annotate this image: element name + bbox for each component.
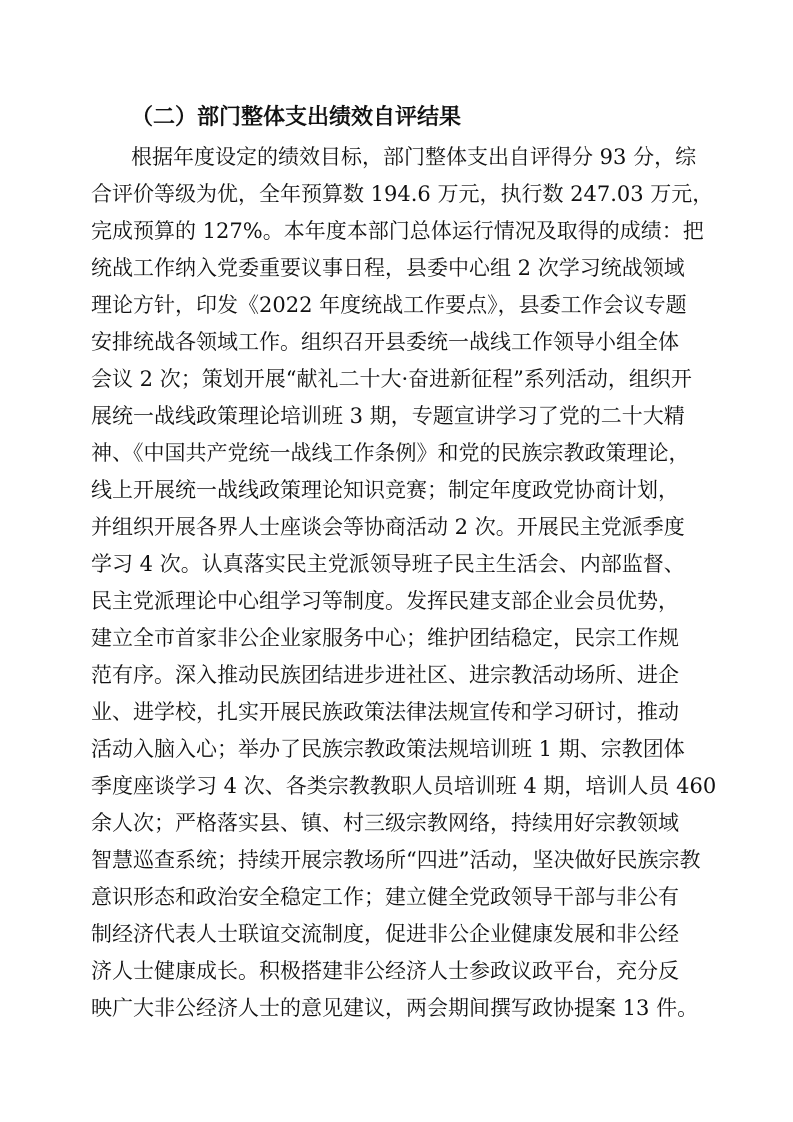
- paragraph-line: 民主党派理论中心组学习等制度。发挥民建支部企业会员优势，: [91, 589, 679, 613]
- paragraph-line: 安排统战各领域工作。组织召开县委统一战线工作领导小组全体: [91, 330, 679, 354]
- paragraph-line: 建立全市首家非公企业家服务中心；维护团结稳定，民宗工作规: [91, 626, 679, 650]
- paragraph-line: 线上开展统一战线政策理论知识竞赛；制定年度政党协商计划，: [91, 478, 679, 502]
- paragraph-line: 制经济代表人士联谊交流制度，促进非公企业健康发展和非公经: [91, 922, 679, 946]
- paragraph-line: 季度座谈学习 4 次、各类宗教教职人员培训班 4 期，培训人员 460: [91, 774, 717, 798]
- paragraph-line: 济人士健康成长。积极搭建非公经济人士参政议政平台，充分反: [91, 959, 679, 983]
- paragraph-line: 业、进学校，扎实开展民族政策法律法规宣传和学习研讨，推动: [91, 700, 679, 724]
- paragraph-line: 神、《中国共产党统一战线工作条例》和党的民族宗教政策理论，: [91, 441, 690, 465]
- paragraph-line: 智慧巡查系统；持续开展宗教场所“四进”活动，坚决做好民族宗教: [91, 848, 701, 872]
- paragraph-line: 映广大非公经济人士的意见建议，两会期间撰写政协提案 13 件。: [91, 996, 699, 1020]
- paragraph-line: 根据年度设定的绩效目标，部门整体支出自评得分 93 分，综: [131, 145, 697, 169]
- paragraph-line: 范有序。深入推动民族团结进步进社区、进宗教活动场所、进企: [91, 663, 679, 687]
- paragraph-line: 展统一战线政策理论培训班 3 期，专题宣讲学习了党的二十大精: [91, 404, 685, 428]
- paragraph-line: 会议 2 次；策划开展“献礼二十大·奋进新征程”系列活动，组织开: [91, 367, 692, 391]
- paragraph-line: 意识形态和政治安全稳定工作；建立健全党政领导干部与非公有: [91, 885, 679, 909]
- section-heading: （二）部门整体支出绩效自评结果: [131, 105, 462, 130]
- paragraph-line: 学习 4 次。认真落实民主党派领导班子民主生活会、内部监督、: [91, 552, 685, 576]
- paragraph-line: 余人次；严格落实县、镇、村三级宗教网络，持续用好宗教领域: [91, 811, 679, 835]
- paragraph-line: 活动入脑入心；举办了民族宗教政策法规培训班 1 期、宗教团体: [91, 737, 685, 761]
- paragraph-line: 统战工作纳入党委重要议事日程，县委中心组 2 次学习统战领域: [91, 256, 685, 280]
- paragraph-line: 理论方针，印发《2022 年度统战工作要点》，县委工作会议专题: [91, 293, 687, 317]
- paragraph-line: 完成预算的 127%。本年度本部门总体运行情况及取得的成绩：把: [91, 219, 704, 243]
- paragraph-line: 并组织开展各界人士座谈会等协商活动 2 次。开展民主党派季度: [91, 515, 685, 539]
- paragraph-line: 合评价等级为优，全年预算数 194.6 万元，执行数 247.03 万元，: [91, 182, 714, 206]
